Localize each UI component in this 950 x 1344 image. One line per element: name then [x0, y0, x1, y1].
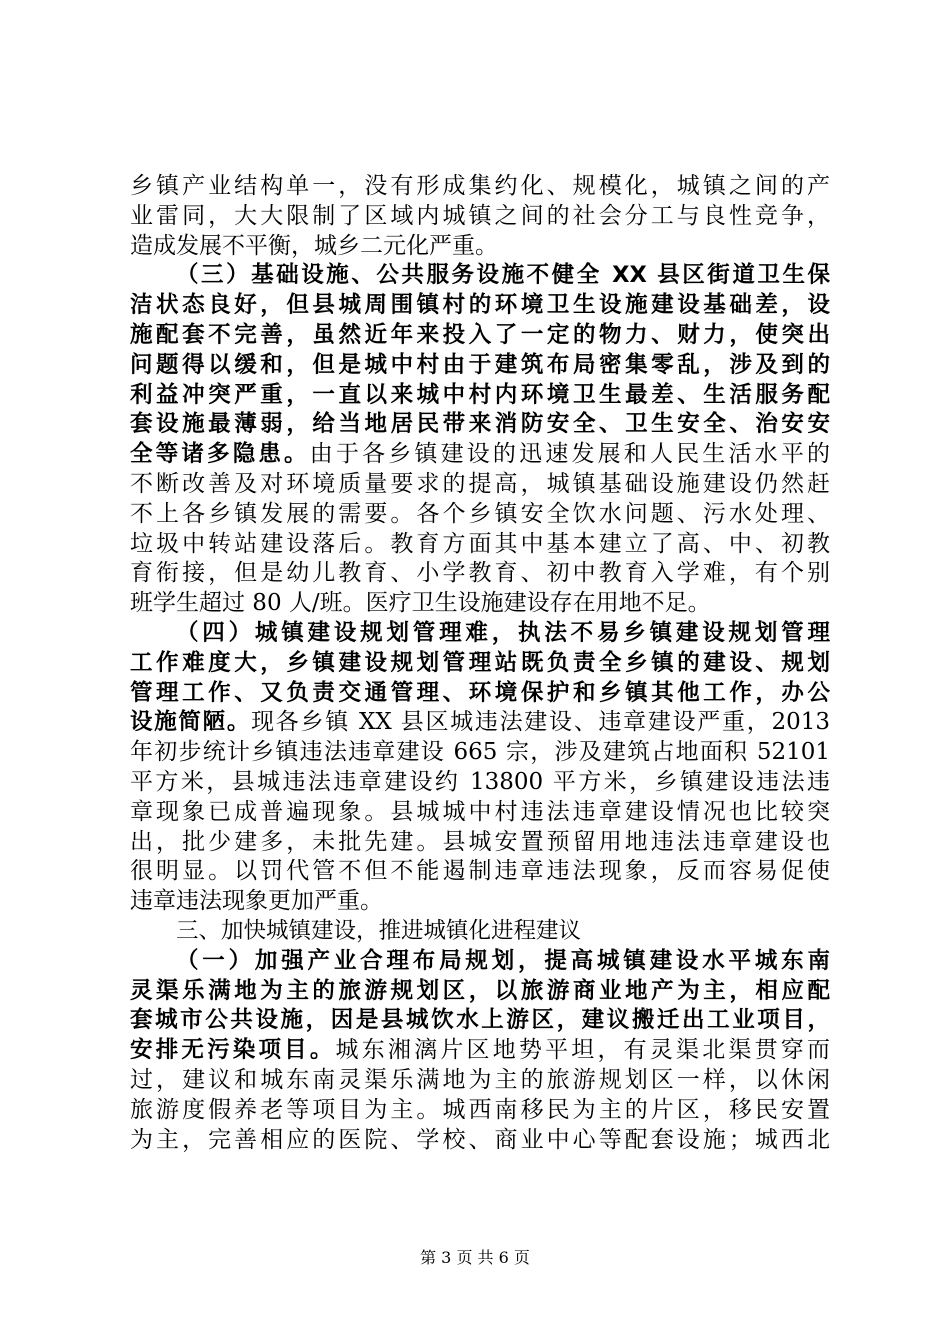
body-line: 章现象已成普遍现象。县城城中村违法违章建设情况也比较突 [130, 798, 830, 825]
normal-run: 现各乡镇 XX 县区城违法建设、违章建设严重，2013 [251, 709, 830, 736]
body-line: 育衔接，但是幼儿教育、小学教育、初中教育入学难，有个别 [130, 560, 830, 587]
bold-run: 全等诸多隐患。 [130, 441, 310, 468]
section-heading-line: 套城市公共设施，因是县城饮水上游区，建议搬迁出工业项目， [130, 1007, 830, 1034]
section-heading-line: （四）城镇建设规划管理难，执法不易乡镇建设规划管理 [176, 619, 830, 646]
chapter-heading: 三、加快城镇建设，推进城镇化进程建议 [176, 917, 582, 944]
section-heading-line: 施配套不完善，虽然近年来投入了一定的物力、财力，使突出 [130, 321, 830, 348]
section-heading-line: （三）基础设施、公共服务设施不健全 XX 县区街道卫生保 [176, 262, 830, 289]
page-footer [0, 1245, 950, 1268]
body-line: 很明显。以罚代管不但不能遏制违章违法现象，反而容易促使 [130, 858, 830, 885]
body-line: 不断改善及对环境质量要求的提高，城镇基础设施建设仍然赶 [130, 470, 830, 497]
document-body [130, 172, 830, 1155]
section-heading-line: 工作难度大，乡镇建设规划管理站既负责全乡镇的建设、规划 [130, 649, 830, 676]
section-heading-line: 洁状态良好，但县城周围镇村的环境卫生设施建设基础差，设 [130, 292, 830, 319]
section-heading-line: 问题得以缓和，但是城中村由于建筑布局密集零乱，涉及到的 [130, 351, 830, 378]
body-line: 垃圾中转站建设落后。教育方面其中基本建立了高、中、初教 [130, 530, 830, 557]
body-line: 不上各乡镇发展的需要。各个乡镇安全饮水问题、污水处理、 [130, 500, 830, 527]
bold-run: 安排无污染项目。 [130, 1037, 336, 1064]
body-line: 造成发展不平衡，城乡二元化严重。 [130, 232, 498, 259]
body-line [130, 708, 830, 738]
page-number-label: 第 3 页 共 6 页 [420, 1248, 530, 1267]
body-line [130, 440, 830, 470]
section-heading-line: 灵渠乐满地为主的旅游规划区，以旅游商业地产为主，相应配 [130, 977, 830, 1004]
body-line: 年初步统计乡镇违法违章建设 665 宗，涉及建筑占地面积 52101 [130, 739, 830, 766]
normal-run: 由于各乡镇建设的迅速发展和人民生活水平的 [309, 441, 830, 468]
body-line: 班学生超过 80 人/班。医疗卫生设施建设存在用地不足。 [130, 590, 711, 617]
section-heading-line: 管理工作、又负责交通管理、环境保护和乡镇其他工作，办公 [130, 679, 830, 706]
bold-run: 设施简陋。 [130, 709, 252, 736]
body-line: 旅游度假养老等项目为主。城西南移民为主的片区，移民安置 [130, 1096, 830, 1123]
body-line: 业雷同，大大限制了区域内城镇之间的社会分工与良性竞争， [130, 202, 830, 229]
body-line: 过，建议和城东南灵渠乐满地为主的旅游规划区一样，以休闲 [130, 1066, 830, 1093]
section-heading-line: 利益冲突严重，一直以来城中村内环境卫生最差、生活服务配 [130, 381, 830, 408]
body-line: 出，批少建多，未批先建。县城安置预留用地违法违章建设也 [130, 828, 830, 855]
section-heading-line: 套设施最薄弱，给当地居民带来消防安全、卫生安全、治安安 [130, 411, 830, 438]
body-line [130, 1036, 830, 1066]
body-line: 为主，完善相应的医院、学校、商业中心等配套设施；城西北 [130, 1126, 830, 1153]
body-line: 平方米，县城违法违章建设约 13800 平方米，乡镇建设违法违 [130, 768, 830, 795]
section-heading-line: （一）加强产业合理布局规划，提高城镇建设水平城东南 [176, 947, 830, 974]
body-line: 乡镇产业结构单一，没有形成集约化、规模化，城镇之间的产 [130, 173, 830, 199]
body-line: 违章违法现象更加严重。 [130, 888, 383, 915]
normal-run: 城东湘漓片区地势平坦，有灵渠北渠贯穿而 [335, 1037, 830, 1064]
